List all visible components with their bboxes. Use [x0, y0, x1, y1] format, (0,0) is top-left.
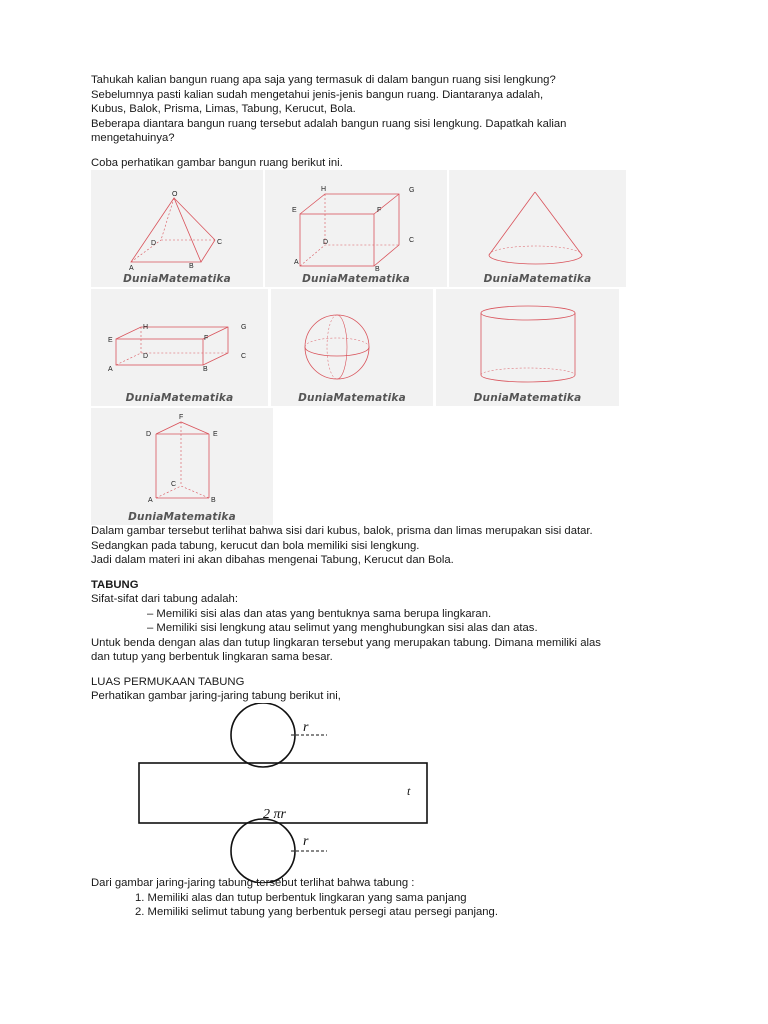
figure-kubus — [265, 170, 447, 287]
intro-line: Beberapa diantara bangun ruang tersebut adalah bangun ruang sisi lengkung. Dapatkah kalian — [91, 117, 567, 130]
luas-heading: LUAS PERMUKAAN TABUNG — [91, 676, 245, 688]
figure-tabung — [436, 289, 619, 406]
watermark: DuniaMatematika — [473, 392, 582, 404]
luas-intro-text: Perhatikan gambar jaring-jaring tabung berikut ini, — [91, 690, 341, 702]
watermark: DuniaMatematika — [123, 273, 231, 285]
intro-line: mengetahuinya? — [91, 132, 175, 144]
watermark: DuniaMatematika — [128, 511, 236, 523]
label-O: O — [172, 191, 178, 198]
bola-drawing — [271, 289, 433, 406]
tabung-desc-line: Untuk benda dengan alas dan tutup lingkaran tersebut yang merupakan tabung. Dimana memiliki alas — [91, 636, 601, 649]
figure-balok — [91, 289, 268, 406]
limas-drawing — [91, 170, 263, 287]
figure-intro-text: Coba perhatikan gambar bangun ruang berikut ini. — [91, 157, 343, 169]
kerucut-drawing — [449, 170, 626, 287]
label-A: A — [108, 366, 113, 373]
label-E: E — [213, 431, 218, 438]
label-F: F — [204, 335, 209, 342]
radius-bottom-label: r — [303, 834, 309, 849]
intro-line: Tahukah kalian bangun ruang apa saja yang termasuk di dalam bangun ruang sisi lengkung? — [91, 74, 556, 86]
label-G: G — [409, 187, 415, 194]
after-figures-line: Jadi dalam materi ini akan dibahas mengenai Tabung, Kerucut dan Bola. — [91, 554, 454, 566]
label-B: B — [211, 497, 216, 504]
bottom-circle — [231, 819, 295, 883]
sifat-item: – Memiliki sisi lengkung atau selimut yang menghubungkan sisi alas dan atas. — [147, 622, 538, 634]
label-D: D — [151, 240, 157, 247]
cylinder-net-diagram — [137, 703, 429, 883]
figure-prisma — [91, 408, 273, 525]
label-E: E — [108, 337, 113, 344]
label-D: D — [143, 353, 149, 360]
after-figures-line: Dalam gambar tersebut terlihat bahwa sisi dari kubus, balok, prisma dan limas merupakan sisi datar. — [91, 525, 593, 537]
conclusion-point: 1. Memiliki alas dan tutup berbentuk lingkaran yang sama panjang — [135, 891, 467, 904]
top-circle — [231, 703, 295, 767]
height-label: t — [407, 784, 411, 798]
figure-bola — [271, 289, 433, 406]
conclusion-point: 2. Memiliki selimut tabung yang berbentuk persegi atau persegi panjang. — [135, 906, 498, 918]
luas-intro — [91, 689, 691, 704]
sifat-intro: Sifat-sifat dari tabung adalah: — [91, 593, 238, 605]
label-B: B — [203, 366, 208, 373]
label-C: C — [409, 237, 415, 244]
label-C: C — [217, 239, 223, 246]
figure-limas — [91, 170, 263, 287]
label-B: B — [375, 266, 380, 273]
label-E: E — [292, 207, 297, 214]
label-D: D — [146, 431, 152, 438]
watermark: DuniaMatematika — [483, 273, 592, 285]
tabung-sifat — [91, 592, 691, 665]
label-A: A — [129, 265, 134, 272]
watermark: DuniaMatematika — [298, 392, 406, 404]
label-C: C — [241, 353, 247, 360]
kubus-drawing — [265, 170, 447, 287]
cylinder-net-svg — [137, 703, 429, 883]
conclusion-intro: Dari gambar jaring-jaring tabung tersebut terlihat bahwa tabung : — [91, 877, 415, 889]
after-figures-line: Sedangkan pada tabung, kerucut dan bola memiliki sisi lengkung. — [91, 539, 420, 552]
watermark: DuniaMatematika — [302, 273, 410, 285]
sifat-item: – Memiliki sisi alas dan atas yang bentuknya sama berupa lingkaran. — [147, 607, 492, 620]
tabung-heading: TABUNG — [91, 579, 139, 591]
label-F: F — [179, 414, 184, 421]
after-figures-paragraph — [91, 524, 691, 568]
label-C: C — [171, 481, 177, 488]
label-D: D — [323, 239, 329, 246]
circumference-label: 2 πr — [263, 807, 286, 822]
label-F: F — [377, 207, 382, 214]
tabung-drawing — [436, 289, 619, 406]
luas-conclusion — [91, 876, 691, 920]
radius-top-label: r — [303, 720, 309, 735]
label-B: B — [189, 263, 194, 270]
label-A: A — [294, 259, 299, 266]
label-G: G — [241, 324, 247, 331]
label-A: A — [148, 497, 153, 504]
prisma-drawing — [91, 408, 273, 525]
intro-line: Sebelumnya pasti kalian sudah mengetahui jenis-jenis bangun ruang. Diantaranya adalah, — [91, 88, 544, 101]
balok-drawing — [91, 289, 268, 406]
intro-line: Kubus, Balok, Prisma, Limas, Tabung, Kerucut, Bola. — [91, 103, 356, 115]
figure-intro — [91, 156, 691, 171]
figure-kerucut — [449, 170, 626, 287]
label-H: H — [143, 324, 149, 331]
intro-paragraph — [91, 73, 691, 146]
watermark: DuniaMatematika — [125, 392, 234, 404]
label-H: H — [321, 186, 327, 193]
tabung-desc-line: dan tutup yang berbentuk lingkaran sama besar. — [91, 651, 333, 663]
